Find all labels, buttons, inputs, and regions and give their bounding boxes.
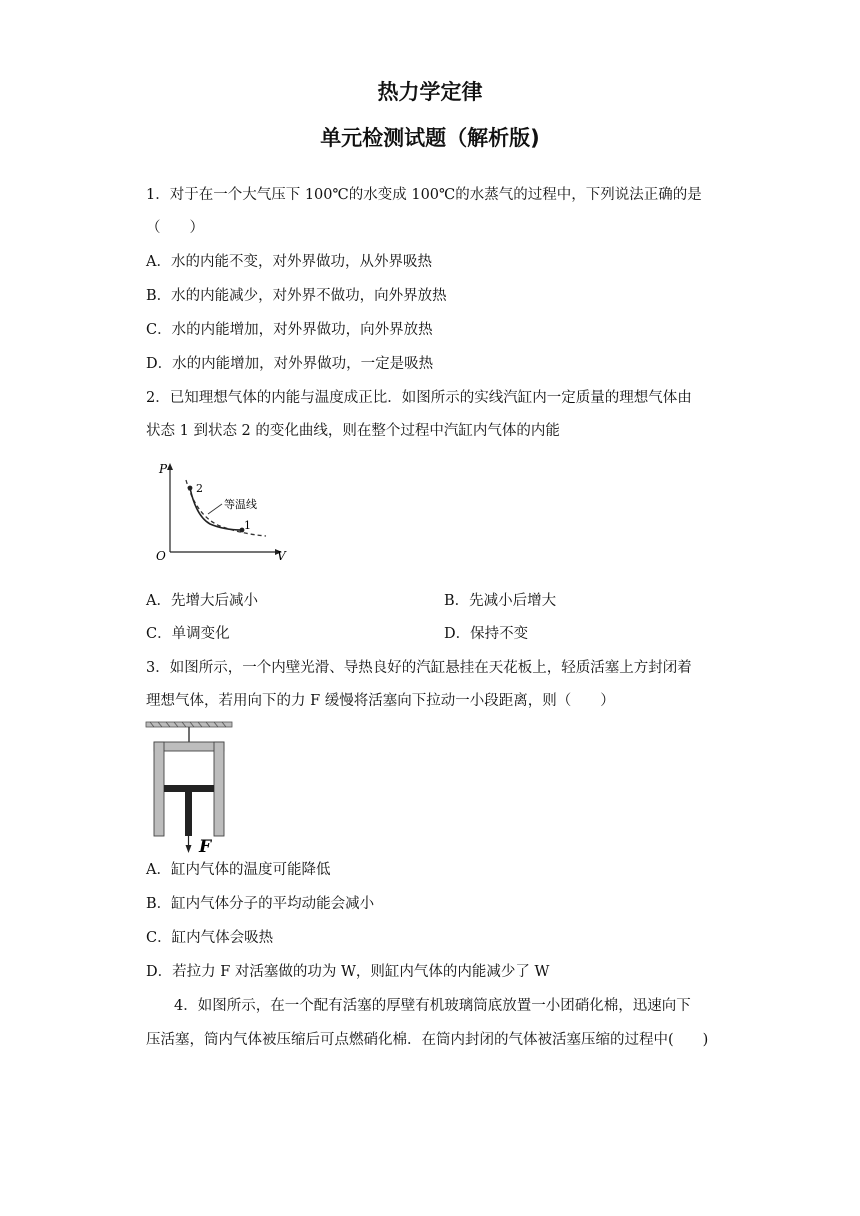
q3-stem-line2: 理想气体，若用向下的力 F 缓慢将活塞向下拉动一小段距离，则（ ） — [146, 693, 615, 709]
q1-option-d: D．水的内能增加，对外界做功，一定是吸热 — [146, 356, 434, 372]
page-title: 热力学定律 — [377, 80, 483, 104]
q2-option-a: A．先增大后减小 — [146, 593, 258, 609]
q2-option-b: B．先减小后增大 — [444, 593, 557, 609]
q3-option-b: B．缸内气体分子的平均动能会减小 — [146, 896, 375, 912]
q4-stem-line1: 4．如图所示，在一个配有活塞的厚壁有机玻璃筒底放置一小团硝化棉，迅速向下 — [174, 998, 691, 1014]
q2-option-c: C．单调变化 — [146, 626, 230, 642]
q2-stem-line2: 状态 1 到状态 2 的变化曲线，则在整个过程中汽缸内气体的内能 — [146, 423, 560, 439]
force-label: F — [199, 837, 212, 856]
q2-stem-line1: 2．已知理想气体的内能与温度成正比．如图所示的实线汽缸内一定质量的理想气体由 — [146, 390, 692, 406]
origin-label: O — [156, 549, 166, 563]
axis-v-label: V — [277, 549, 286, 563]
q2-option-d: D．保持不变 — [444, 626, 529, 642]
state2-label: 2 — [196, 482, 203, 495]
q3-option-a: A．缸内气体的温度可能降低 — [146, 862, 331, 878]
q3-option-d: D．若拉力 F 对活塞做的功为 W，则缸内气体的内能减少了 W — [146, 964, 550, 980]
q1-option-c: C．水的内能增加，对外界做功，向外界放热 — [146, 322, 433, 338]
q4-stem-line2: 压活塞，筒内气体被压缩后可点燃硝化棉．在筒内封闭的气体被活塞压缩的过程中( ) — [146, 1032, 709, 1048]
pv-diagram — [150, 456, 290, 564]
q1-option-a: A．水的内能不变，对外界做功，从外界吸热 — [146, 254, 432, 270]
isotherm-label: 等温线 — [224, 498, 257, 511]
q1-stem-line1: 1．对于在一个大气压下 100℃的水变成 100℃的水蒸气的过程中，下列说法正确的是 — [146, 187, 702, 203]
q3-stem-line1: 3．如图所示，一个内壁光滑、导热良好的汽缸悬挂在天花板上，轻质活塞上方封闭着 — [146, 660, 692, 676]
q1-option-b: B．水的内能减少，对外界不做功，向外界放热 — [146, 288, 447, 304]
q1-stem-line2: （ ） — [146, 220, 204, 236]
axis-p-label: P — [159, 462, 168, 476]
q3-option-c: C．缸内气体会吸热 — [146, 930, 274, 946]
page-subtitle: 单元检测试题（解析版) — [320, 126, 540, 150]
state1-label: 1 — [244, 519, 251, 532]
cylinder-diagram — [144, 718, 244, 856]
